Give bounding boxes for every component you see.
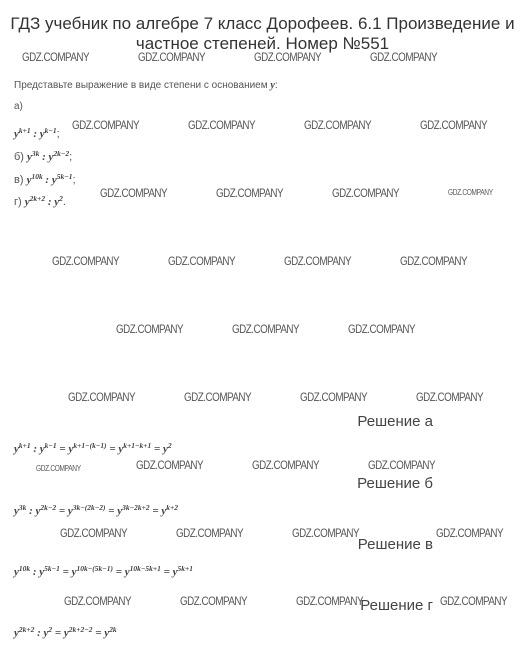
solution-b-heading: Решение б bbox=[357, 475, 433, 492]
watermark: GDZ.COMPANY bbox=[368, 458, 436, 472]
watermark: GDZ.COMPANY bbox=[116, 322, 184, 336]
watermark: GDZ.COMPANY bbox=[440, 594, 508, 608]
watermark: GDZ.COMPANY bbox=[436, 526, 504, 540]
watermark: GDZ.COMPANY bbox=[60, 526, 128, 540]
watermark: GDZ.COMPANY bbox=[138, 50, 206, 64]
task-item-b: б) $y^{3k}$ : $y^{2k-2}$; bbox=[14, 148, 73, 163]
task-base: y bbox=[270, 80, 275, 91]
watermark: GDZ.COMPANY bbox=[370, 50, 438, 64]
watermark: GDZ.COMPANY bbox=[292, 526, 360, 540]
watermark: GDZ.COMPANY bbox=[348, 322, 416, 336]
task-prompt bbox=[14, 80, 278, 91]
watermark: GDZ.COMPANY bbox=[168, 254, 236, 268]
watermark: GDZ.COMPANY bbox=[232, 322, 300, 336]
solution-a-heading: Решение а bbox=[357, 413, 433, 430]
solution-a-formula: $y^{k+1}$ : $y^{k-1} = y^{k+1-(k-1)} = y^{k+1-k+1} = y^2$ bbox=[14, 440, 172, 455]
task-item-d: г) $y^{2k+2}$ : $y^2$. bbox=[14, 193, 66, 208]
solution-d-formula: $y^{2k+2}$ : $y^2 = y^{2k+2-2} = y^{2k}$ bbox=[14, 624, 117, 639]
task-prompt-text: Представьте выражение в виде степени с основанием bbox=[14, 80, 271, 91]
watermark: GDZ.COMPANY bbox=[188, 118, 256, 132]
watermark: GDZ.COMPANY bbox=[254, 50, 322, 64]
watermark: GDZ.COMPANY bbox=[400, 254, 468, 268]
task-colon: : bbox=[274, 80, 278, 91]
watermark: GDZ.COMPANY bbox=[68, 390, 136, 404]
watermark: GDZ.COMPANY bbox=[216, 186, 284, 200]
watermark: GDZ.COMPANY bbox=[304, 118, 372, 132]
solution-d-heading: Решение г bbox=[360, 597, 433, 614]
watermark: GDZ.COMPANY bbox=[36, 464, 81, 473]
task-item-a-label: а) bbox=[14, 101, 23, 112]
watermark: GDZ.COMPANY bbox=[420, 118, 488, 132]
watermark: GDZ.COMPANY bbox=[136, 458, 204, 472]
solution-c-formula: $y^{10k}$ : $y^{5k-1} = y^{10k-(5k-1)} = y^{10k-5k+1} = y^{5k+1}$ bbox=[14, 563, 193, 578]
watermark: GDZ.COMPANY bbox=[284, 254, 352, 268]
watermark: GDZ.COMPANY bbox=[252, 458, 320, 472]
watermark: GDZ.COMPANY bbox=[22, 50, 90, 64]
watermark: GDZ.COMPANY bbox=[176, 526, 244, 540]
task-item-c: в) $y^{10k}$ : $y^{5k-1}$; bbox=[14, 171, 76, 186]
page-title: ГДЗ учебник по алгебре 7 класс Дорофеев. 6.1 Произведение и частное степеней. Номер №551 bbox=[10, 14, 515, 53]
watermark: GDZ.COMPANY bbox=[52, 254, 120, 268]
watermark: GDZ.COMPANY bbox=[100, 186, 168, 200]
watermark: GDZ.COMPANY bbox=[296, 594, 364, 608]
watermark: GDZ.COMPANY bbox=[332, 186, 400, 200]
watermark: GDZ.COMPANY bbox=[64, 594, 132, 608]
watermark: GDZ.COMPANY bbox=[184, 390, 252, 404]
watermark: GDZ.COMPANY bbox=[72, 118, 140, 132]
solution-c-heading: Решение в bbox=[357, 536, 433, 553]
watermark: GDZ.COMPANY bbox=[448, 188, 493, 197]
solution-b-formula: $y^{3k}$ : $y^{2k-2} = y^{3k-(2k-2)} = y^{3k-2k+2} = y^{k+2}$ bbox=[14, 502, 179, 517]
watermark: GDZ.COMPANY bbox=[416, 390, 484, 404]
task-item-a: $y^{k+1}$ : $y^{k-1}$; bbox=[14, 125, 60, 140]
watermark: GDZ.COMPANY bbox=[300, 390, 368, 404]
watermark: GDZ.COMPANY bbox=[180, 594, 248, 608]
